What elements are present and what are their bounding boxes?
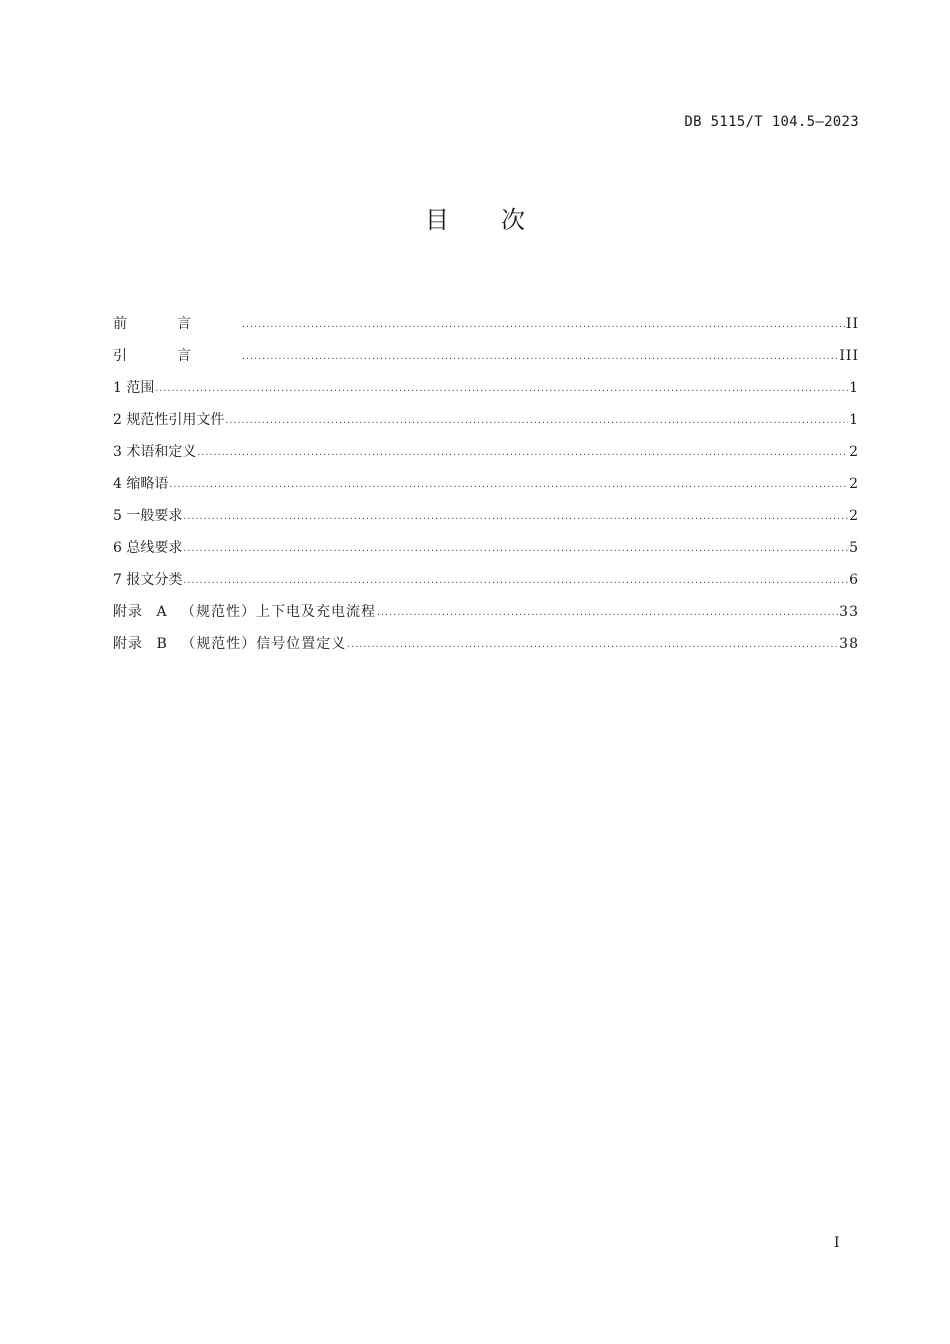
toc-entry-page: 2	[849, 508, 859, 524]
toc-entry-label: 前言	[113, 316, 241, 332]
toc-dot-leader	[155, 385, 848, 394]
toc-dot-leader	[242, 321, 845, 330]
toc-dot-leader	[197, 449, 848, 458]
toc-dot-leader	[183, 545, 848, 554]
toc-title: 目次	[425, 206, 577, 234]
toc-entry-label: 4 缩略语	[113, 476, 169, 492]
page-number: I	[834, 1235, 840, 1251]
toc-entry-scope[interactable]	[113, 372, 859, 404]
toc-entry-normative-references[interactable]	[113, 404, 859, 436]
toc-dot-leader	[225, 417, 848, 426]
toc-entry-page: 2	[849, 476, 859, 492]
toc-dot-leader	[347, 641, 838, 650]
toc-dot-leader	[377, 609, 838, 618]
toc-entry-annex-a[interactable]	[113, 596, 859, 628]
toc-entry-introduction[interactable]	[113, 340, 859, 372]
toc-entry-annex-b[interactable]	[113, 628, 859, 660]
toc-entry-page: 5	[849, 540, 859, 556]
toc-dot-leader	[169, 481, 848, 490]
toc-entry-foreword[interactable]	[113, 308, 859, 340]
toc-entry-label: 7 报文分类	[113, 572, 183, 588]
toc-entry-page: II	[845, 316, 859, 332]
toc-entry-label: 引言	[113, 348, 241, 364]
table-of-contents	[113, 308, 859, 660]
toc-entry-general-requirements[interactable]	[113, 500, 859, 532]
toc-dot-leader	[242, 353, 838, 362]
toc-entry-page: 1	[849, 412, 859, 428]
toc-entry-page: 6	[849, 572, 859, 588]
toc-dot-leader	[183, 513, 848, 522]
toc-entry-terms-definitions[interactable]	[113, 436, 859, 468]
toc-entry-page: 38	[839, 636, 859, 652]
toc-entry-page: 2	[849, 444, 859, 460]
toc-entry-label: 1 范围	[113, 380, 155, 396]
toc-entry-page: 1	[849, 380, 859, 396]
toc-entry-abbreviations[interactable]	[113, 468, 859, 500]
toc-entry-label: 5 一般要求	[113, 508, 183, 524]
toc-entry-label: 附录 B （规范性）信号位置定义	[113, 636, 347, 652]
toc-entry-message-classification[interactable]	[113, 564, 859, 596]
toc-entry-label: 附录 A （规范性）上下电及充电流程	[113, 604, 377, 620]
toc-entry-page: 33	[839, 604, 859, 620]
toc-entry-label: 2 规范性引用文件	[113, 412, 225, 428]
toc-entry-label: 3 术语和定义	[113, 444, 197, 460]
toc-entry-label: 6 总线要求	[113, 540, 183, 556]
toc-entry-bus-requirements[interactable]	[113, 532, 859, 564]
toc-entry-page: III	[839, 348, 859, 364]
document-code: DB 5115/T 104.5—2023	[684, 114, 859, 130]
toc-dot-leader	[183, 577, 848, 586]
